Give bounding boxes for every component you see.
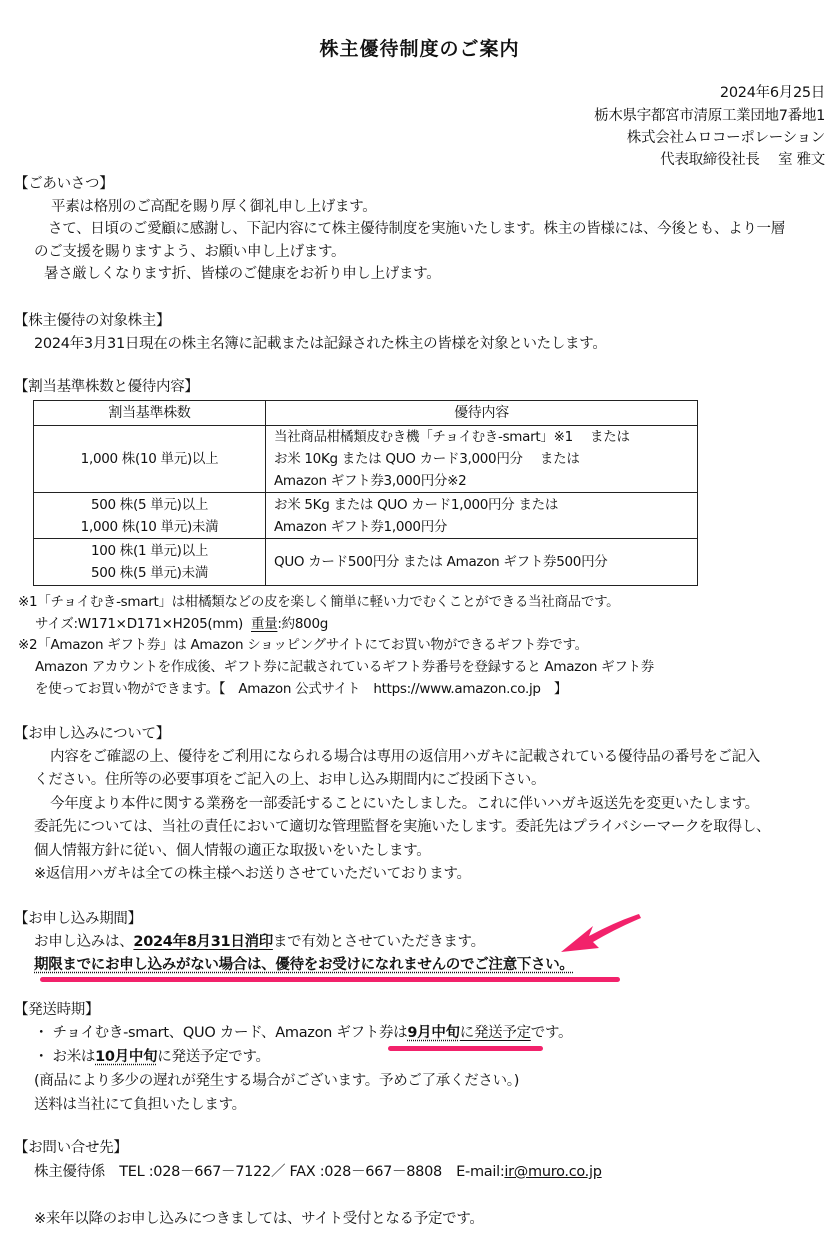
table-row	[34, 426, 698, 493]
shares-cell: 500 株(5 単元)以上 1,000 株(10 単元)未満	[34, 493, 266, 539]
shipping-heading: 【発送時期】	[14, 1002, 100, 1018]
application-line: 今年度より本件に関する業務を一部委託することにいたしました。これに伴いハガキ返送先を変更いたします。	[50, 796, 759, 812]
application-line: ください。住所等の必要事項をご記入の上、お申し込み期間内にご投函下さい。	[34, 772, 546, 788]
shares-cell: 100 株(1 単元)以上 500 株(5 単元)未満	[34, 539, 266, 586]
content-cell: 当社商品柑橘類皮むき機「チョイむき-smart」※1 または お米 10Kg または QUO カード3,000円分 または Amazon ギフト券3,000円分※2	[266, 426, 698, 493]
highlight-underline	[40, 977, 620, 982]
footnote-2-line: Amazon アカウントを作成後、ギフト券に記載されているギフト券番号を登録すると Amazon ギフト券	[35, 659, 654, 675]
greeting-line: 暑さ厳しくなります折、皆様のご健康をお祈り申し上げます。	[44, 266, 441, 282]
deadline-date: 2024年8月31日消印	[133, 934, 273, 950]
column-header-shares: 割当基準株数	[34, 401, 266, 426]
contact-line: 株主優待係 TEL :028－667－7122／ FAX :028－667－8808 E-mail:ir@muro.co.jp	[34, 1164, 602, 1180]
document-title: 株主優待制度のご案内	[319, 38, 520, 60]
greeting-line: さて、日頃のご愛顧に感謝し、下記内容にて株主優待制度を実施いたします。株主の皆様には、今後とも、より一層	[48, 221, 785, 237]
company-name: 株式会社ムロコーポレーション	[626, 130, 825, 146]
application-line: 委託先については、当社の責任において適切な管理監督を実施いたします。委託先はプライバシーマークを取得し、	[34, 819, 771, 835]
contact-heading: 【お問い合せ先】	[14, 1140, 128, 1156]
footnote-1-size: サイズ:W171×D171×H205(mm) 重量:約800g	[35, 616, 329, 632]
benefits-heading: 【割当基準株数と優待内容】	[14, 379, 199, 395]
shipping-item-2: ・ お米は10月中旬に発送予定です。	[34, 1049, 270, 1065]
greeting-line: のご支援を賜りますよう、お願い申し上げます。	[34, 244, 346, 260]
document-date: 2024年6月25日	[719, 85, 825, 101]
eligibility-heading: 【株主優待の対象株主】	[14, 313, 171, 329]
application-heading: 【お申し込みについて】	[14, 726, 170, 742]
content-cell: QUO カード500円分 または Amazon ギフト券500円分	[266, 539, 698, 586]
annotation-arrow-icon	[555, 910, 645, 960]
period-warning: 期限までにお申し込みがない場合は、優待をお受けになれませんのでご注意下さい。	[34, 957, 574, 973]
highlight-underline	[388, 1046, 543, 1051]
content-cell: お米 5Kg または QUO カード1,000円分 または Amazon ギフト券1,000円分	[266, 493, 698, 539]
greeting-heading: 【ごあいさつ】	[14, 176, 114, 192]
period-deadline: お申し込みは、2024年8月31日消印まで有効とさせていただきます。	[34, 934, 485, 950]
shipping-cost: 送料は当社にて負担いたします。	[34, 1097, 246, 1113]
application-line: 内容をご確認の上、優待をご利用になられる場合は専用の返信用ハガキに記載されている優待品の番号をご記入	[50, 749, 760, 765]
application-line: 個人情報方針に従い、個人情報の適正な取扱いをいたします。	[34, 843, 431, 859]
email-link[interactable]: ir@muro.co.jp	[504, 1164, 602, 1180]
period-heading: 【お申し込み期間】	[14, 911, 142, 927]
application-line: ※返信用ハガキは全ての株主様へお送りさせていただいております。	[34, 866, 471, 882]
company-address: 栃木県宇都宮市清原工業団地7番地1	[594, 108, 825, 124]
shipping-note: (商品により多少の遅れが発生する場合がございます。予めご了承ください。)	[34, 1073, 520, 1089]
representative: 代表取締役社長 室 雅文	[660, 152, 825, 168]
table-row	[34, 539, 698, 586]
future-note: ※来年以降のお申し込みにつきましては、サイト受付となる予定です。	[34, 1211, 484, 1227]
table-header-row	[34, 401, 698, 426]
benefits-table	[33, 400, 698, 586]
amazon-site-link[interactable]: を使ってお買い物ができます。【 Amazon 公式サイト https://www.amazon.co.jp 】	[35, 681, 568, 697]
footnote-1: ※1「チョイむき-smart」は柑橘類などの皮を楽しく簡単に軽い力でむくことができる当社商品です。	[18, 594, 620, 610]
shipping-item-1: ・ チョイむき-smart、QUO カード、Amazon ギフト券は9月中旬に発送予定です。	[34, 1025, 573, 1041]
column-header-content: 優待内容	[266, 401, 698, 426]
shares-cell: 1,000 株(10 単元)以上	[34, 426, 266, 493]
table-row	[34, 493, 698, 539]
eligibility-text: 2024年3月31日現在の株主名簿に記載または記録された株主の皆様を対象といたします。	[34, 336, 607, 352]
greeting-line: 平素は格別のご高配を賜り厚く御礼申し上げます。	[51, 199, 377, 215]
footnote-2: ※2「Amazon ギフト券」は Amazon ショッピングサイトにてお買い物ができるギフト券です。	[18, 637, 588, 653]
